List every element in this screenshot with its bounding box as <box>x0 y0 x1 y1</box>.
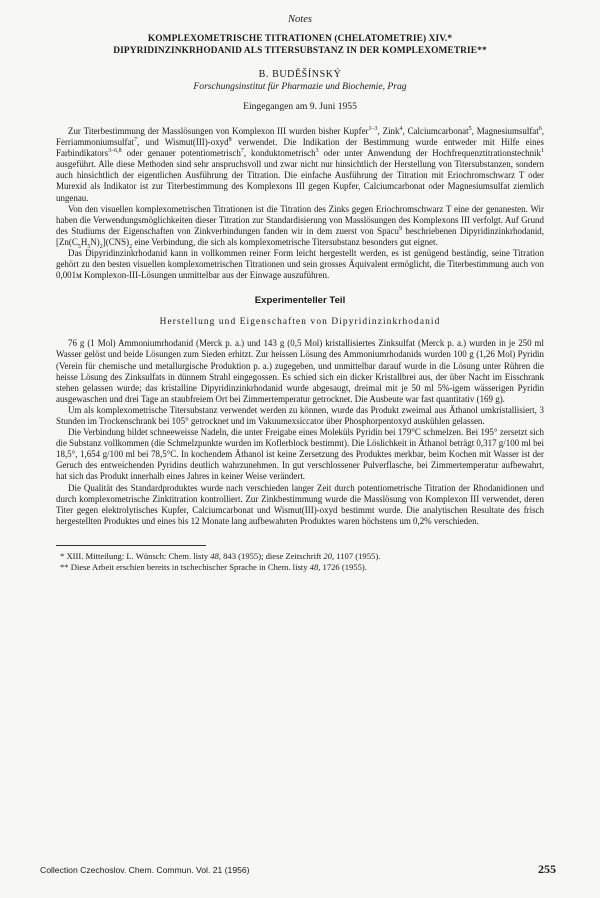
title-line-2: DIPYRIDINZINKRHODANID ALS TITERSUBSTANZ IN DER KOMPLEXOMETRIE** <box>113 46 487 56</box>
subsection-heading: Herstellung und Eigenschaften von Dipyridinzinkrhodanid <box>159 317 441 328</box>
experimental-paragraph-3: Die Verbindung bildet schneeweisse Nadeln, die unter Freigabe eines Moleküls Pyridin bei 179°C schmelzen. Bei 195° zersetzt sich die Substanz vollkommen (die Schmelzpunkte wurden im Koflerblock bestimmt). Die Löslichkeit in Äthanol beträgt 0,317 g/100 ml bei 18,5°, 1,654 g/100 ml bei 78,5°C. In kochendem Äthanol ist keine Zersetzung des Produktes merkbar, beim Kochen mit Wasser ist der Geruch des entweichenden Pyridins deutlich wahrzunehmen. In gut verschlossener Pulverflasche, bei Zimmertemperatur aufbewahrt, hat sich das Produkt innerhalb eines Jahres in keiner Weise verändert. <box>56 427 544 482</box>
running-head: Notes <box>288 14 312 25</box>
footnote-1: * XIII. Mitteilung: L. Wünsch: Chem. listy 48, 843 (1955); diese Zeitschrift 20, 1107 (1955). <box>60 550 381 561</box>
footnote-rule <box>56 545 206 546</box>
experimental-paragraph-2: Um als komplexometrische Titersubstanz verwendet werden zu können, wurde das Produkt zweimal aus Äthanol umkristallisiert, 3 Stunden im Trockenschrank bei 105° getrocknet und im Vakuumexsiccator über Phosphorpentoxyd auskühlen gelassen. <box>56 404 544 426</box>
page-number: 255 <box>538 862 556 876</box>
intro-paragraph-2: Von den visuellen komplexometrischen Titrationen ist die Titration des Zinks gegen Eriochromschwarz T eine der genanesten. Wir haben die Verwendungsmöglichkeiten dieser Titration zur Standardisierung von Masslösungen des Komplexons III verfolgt. Auf Grund des Studiums der Eigenschaften von Zinkverbindungen fanden wir in dem zuerst von Spacu$^9$ beschriebenen Dipyridinzinkrhodanid, $[Zn(C_5H_5N)_2](CNS)_2$ eine Verbindung, die sich als komplexometrische Titersubstanz besonders gut eignet. <box>56 203 545 250</box>
experimental-paragraph-4: Die Qualität des Standardproduktes wurde nach verschieden langer Zeit durch potentiometrische Titration der Rhodanidionen und durch komplexometrische Zinktitration kontrolliert. Zur Zinkbestimmung wurde die Masslösung von Komplexon III verwendet, deren Titer gegen elektrolytisches Kupfer, Calciumcarbonat und Wismut(III)-oxyd bestimmt wurde. Die analytischen Resultate des frisch hergestellten Produktes und eines bis 12 Monate lang aufbewahrten Produktes waren höchstens um 0,2% verschieden. <box>56 482 544 526</box>
section-heading: Experimenteller Teil <box>254 295 346 307</box>
experimental-paragraph-1: 76 g (1 Mol) Ammoniumrhodanid (Merck p. a.) und 143 g (0,5 Mol) kristallisiertes Zinksulfat (Merck p. a.) wurden in je 250 ml Wasser gelöst und beide Lösungen zum Sieden erhitzt. Zur heissen Lösung des Ammoniumrhodanids wurden 100 g (1,26 Mol) Pyridin (Verein für chemische und metallurgische Produktion p. a.) zugegeben, und unmittelbar darauf wurde in die Lösung unter Rühren die heisse Lösung des Zinksulfats in dünnem Strahl eingegossen. Es schied sich ein dicker Kristallbrei aus, der über Nacht im Eisschrank stehen gelassen wurde; das kristalline Dipyridinzinkrhodanid wurde abgesaugt, dreimal mit je 50 ml 5%-igem wässerigen Pyridin ausgewaschen und drei Tage an staubfreiem Ort bei Zimmertemperatur getrocknet. Die Ausbeute war fast quantitativ (169 g). <box>56 338 544 404</box>
title-line-1: KOMPLEXOMETRISCHE TITRATIONEN (CHELATOMETRIE) XIV.* <box>147 34 453 44</box>
journal-citation: Collection Czechoslov. Chem. Commun. Vol. 21 (1956) <box>40 865 250 875</box>
footnote-2: ** Diese Arbeit erschien bereits in tschechischer Sprache in Chem. listy 48, 1726 (1955). <box>60 561 367 572</box>
page-footer <box>40 862 556 877</box>
received-date: Eingegangen am 9. Juni 1955 <box>243 101 357 112</box>
intro-paragraph-1: Zur Titerbestimmung der Masslösungen von Komplexon III wurden bisher Kupfer$^{1-3}$, Zink$^4$, Calciumcarbonat$^5$, Magnesiumsulfat$^6$, Ferriammoniumsulfat$^7$, und Wismut(III)-oxyd$^8$ verwendet. Die Indikation der Bestimmung wurde entweder mit Hilfe eines Farbindikators$^{3-6,8}$ oder genauer potentiometrisch$^7$, konduktometrisch$^3$ oder unter Anwendung der Hochfrequenztitrationstechnik$^1$ ausgeführt. Alle diese Methoden sind sehr anspruchsvoll und zwar nicht nur hinsichtlich der Herstellung von Titersubstanzen, sondern auch hinsichtlich der eigentlichen Ausführung der Titration. Die einfache Ausführung der Titration mit Eriochromschwarz T oder Murexid als Indikator ist zur Titerbestimmung des Komplexons III gegen Kupfer, Calciumcarbonat oder Magnesiumsulfat ziemlich ungenau. <box>56 126 544 203</box>
affiliation: Forschungsinstitut für Pharmazie und Biochemie, Prag <box>193 81 407 92</box>
article-title <box>56 33 544 57</box>
intro-paragraph-3: Das Dipyridinzinkrhodanid kann in vollkommen reiner Form leicht hergestellt werden, es ist genügend beständig, seine Titration gehört zu den besten visuellen komplexometrischen Titrationen und sein grosses Äquivalent ermöglicht, die Titerbestimmung auch von 0,001м Komplexon-III-Lösungen unmittelbar aus der Einwage auszuführen. <box>56 248 544 281</box>
author: B. BUDĚŠÍNSKÝ <box>258 69 342 80</box>
